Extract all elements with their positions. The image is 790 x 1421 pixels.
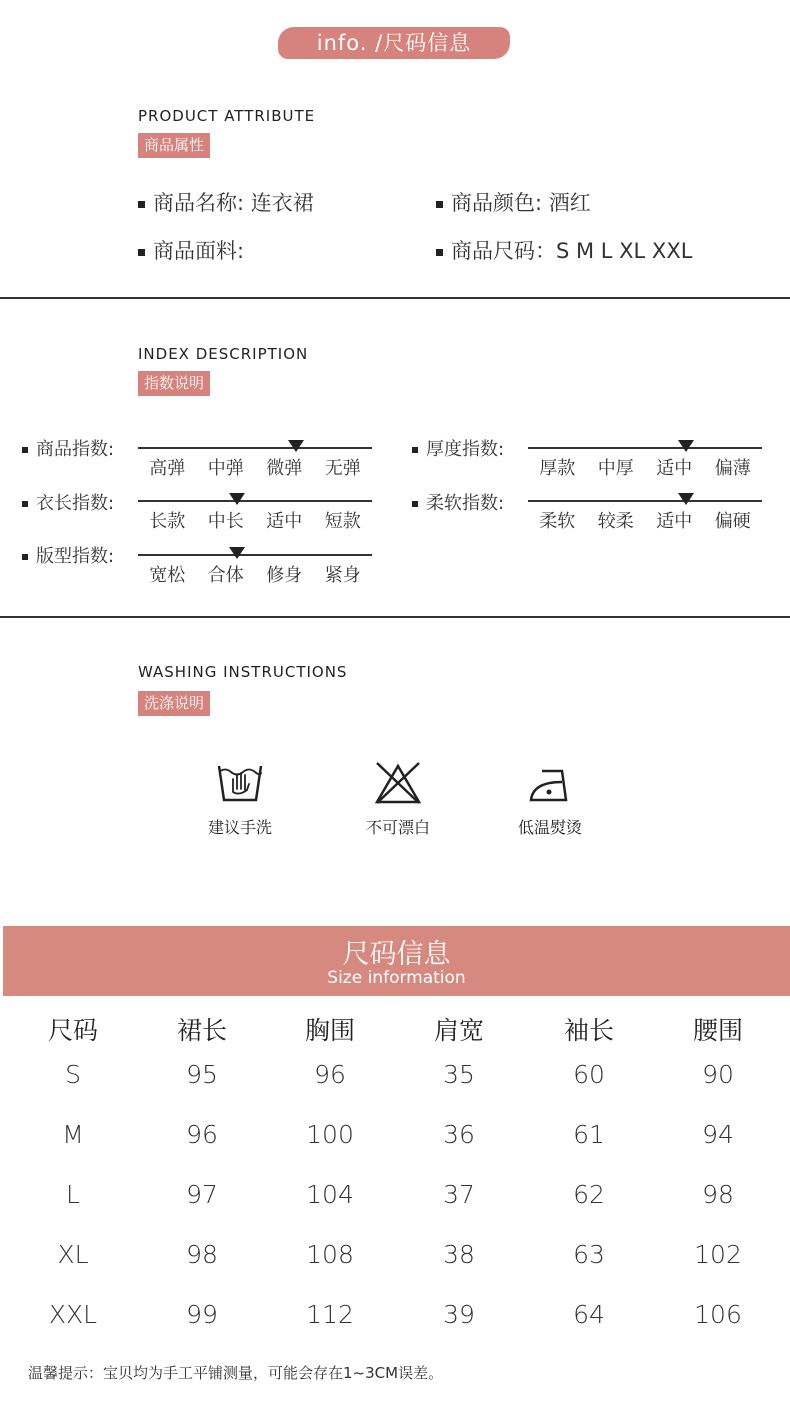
index-label: 衣长指数: xyxy=(22,489,114,515)
size-table-cell: 63 xyxy=(573,1240,605,1269)
index-label: 柔软指数: xyxy=(412,489,504,515)
index-option: 修身 xyxy=(266,565,303,586)
index-option: 中弹 xyxy=(207,458,244,479)
size-table-cell: 97 xyxy=(186,1180,218,1209)
product-attribute-title-en: PRODUCT ATTRIBUTE xyxy=(138,107,316,125)
index-description-title-cn: 指数说明 xyxy=(138,371,210,396)
size-table-cell: 98 xyxy=(186,1240,218,1269)
size-table-cell: 38 xyxy=(443,1240,475,1269)
attr-product-color: 商品颜色: 酒红 xyxy=(436,187,591,217)
index-description-title-en: INDEX DESCRIPTION xyxy=(138,345,309,363)
size-table-cell: 64 xyxy=(573,1300,605,1329)
index-option: 偏硬 xyxy=(714,511,751,532)
index-option: 偏薄 xyxy=(714,458,751,479)
index-scale-line xyxy=(528,500,762,502)
index-option: 长款 xyxy=(149,511,186,532)
size-table-cell: M xyxy=(62,1120,84,1149)
index-marker xyxy=(229,547,245,559)
hand-wash-icon xyxy=(216,762,264,804)
size-table-cell: 35 xyxy=(443,1060,475,1089)
size-table-cell: 37 xyxy=(443,1180,475,1209)
size-table-cell: 94 xyxy=(702,1120,734,1149)
size-table-cell: 108 xyxy=(306,1240,354,1269)
size-table-cell: 98 xyxy=(702,1180,734,1209)
index-marker xyxy=(678,440,694,452)
size-table-header: 腰围 xyxy=(692,1016,743,1045)
index-label: 版型指数: xyxy=(22,542,114,568)
size-table-cell: 90 xyxy=(702,1060,734,1089)
size-table-cell: 102 xyxy=(694,1240,742,1269)
wash-label-hand-wash: 建议手洗 xyxy=(207,818,272,837)
size-table-header: 肩宽 xyxy=(433,1016,484,1045)
size-info-header xyxy=(3,926,790,996)
index-marker xyxy=(229,493,245,505)
size-table-cell: 104 xyxy=(306,1180,354,1209)
size-table-cell: XXL xyxy=(48,1300,98,1329)
washing-title-cn: 洗涤说明 xyxy=(138,691,210,716)
index-option: 柔软 xyxy=(539,511,576,532)
size-table-cell: 112 xyxy=(306,1300,354,1329)
index-option: 中厚 xyxy=(597,458,634,479)
index-scale-line xyxy=(138,500,372,502)
index-option: 适中 xyxy=(656,511,693,532)
no-bleach-icon xyxy=(373,760,423,806)
index-scale-line xyxy=(138,554,372,556)
index-option: 适中 xyxy=(266,511,303,532)
info-banner: info. /尺码信息 xyxy=(278,27,510,59)
wash-label-low-iron: 低温熨烫 xyxy=(517,818,582,837)
index-option: 短款 xyxy=(324,511,361,532)
size-table-cell: 96 xyxy=(186,1120,218,1149)
index-label: 厚度指数: xyxy=(412,435,504,461)
size-table-cell: 36 xyxy=(443,1120,475,1149)
index-option: 较柔 xyxy=(597,511,634,532)
index-option: 宽松 xyxy=(149,565,186,586)
index-option: 紧身 xyxy=(324,565,361,586)
size-table-cell: 39 xyxy=(443,1300,475,1329)
section-divider xyxy=(0,297,790,299)
index-marker xyxy=(678,493,694,505)
wash-label-no-bleach: 不可漂白 xyxy=(365,818,430,837)
size-info-title-cn: 尺码信息 xyxy=(342,939,451,970)
index-option: 高弹 xyxy=(149,458,186,479)
index-scale-line xyxy=(138,447,372,449)
size-note: 温馨提示：宝贝均为手工平铺测量，可能会存在1~3CM误差。 xyxy=(28,1364,444,1382)
size-table-header: 袖长 xyxy=(563,1016,614,1045)
index-marker xyxy=(288,440,304,452)
size-table-header: 裙长 xyxy=(176,1016,227,1045)
section-divider xyxy=(0,616,790,618)
size-table-cell: 96 xyxy=(314,1060,346,1089)
size-table-cell: 106 xyxy=(694,1300,742,1329)
index-option: 厚款 xyxy=(539,458,576,479)
attr-product-name: 商品名称: 连衣裙 xyxy=(138,187,314,217)
size-table-cell: 95 xyxy=(186,1060,218,1089)
size-table-cell: 100 xyxy=(306,1120,354,1149)
size-table-header: 尺码 xyxy=(47,1016,98,1045)
size-table-cell: 61 xyxy=(573,1120,605,1149)
low-iron-icon xyxy=(528,768,570,802)
index-option: 合体 xyxy=(207,565,244,586)
attr-product-size: 商品尺码：S M L XL XXL xyxy=(436,235,692,265)
index-label: 商品指数: xyxy=(22,435,114,461)
size-info-title-en: Size information xyxy=(327,968,466,988)
size-table-cell: 60 xyxy=(573,1060,605,1089)
index-scale-line xyxy=(528,447,762,449)
attr-product-fabric: 商品面料: xyxy=(138,235,244,265)
size-table-cell: 62 xyxy=(573,1180,605,1209)
size-table-cell: S xyxy=(65,1060,81,1089)
index-option: 中长 xyxy=(207,511,244,532)
size-table-header: 胸围 xyxy=(304,1016,355,1045)
index-option: 微弹 xyxy=(266,458,303,479)
washing-title-en: WASHING INSTRUCTIONS xyxy=(138,663,348,681)
index-option: 适中 xyxy=(656,458,693,479)
size-table-cell: 99 xyxy=(186,1300,218,1329)
size-table-cell: L xyxy=(66,1180,80,1209)
index-option: 无弹 xyxy=(324,458,361,479)
product-attribute-title-cn: 商品属性 xyxy=(138,133,210,158)
size-table-cell: XL xyxy=(57,1240,89,1269)
